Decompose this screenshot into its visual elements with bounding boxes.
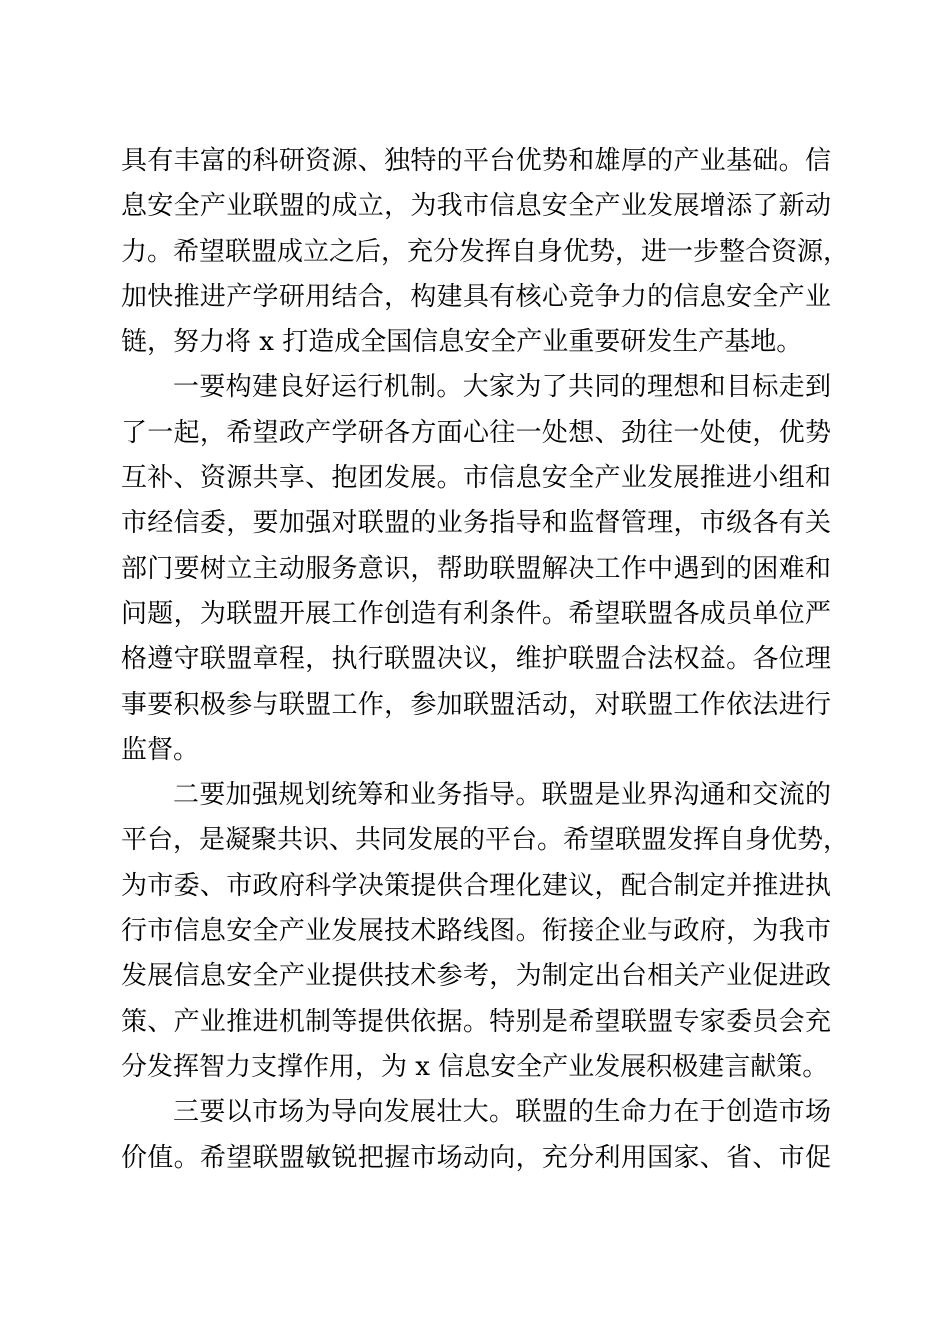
text-line: 策、产业推进机制等提供依据。特别是希望联盟专家委员会充	[121, 1006, 831, 1037]
text-line: 链，努力将 x 打造成全国信息安全产业重要研发生产基地。	[121, 327, 803, 358]
text-line: 力。希望联盟成立之后，充分发挥自身优势，进一步整合资源，	[121, 236, 850, 267]
text-line: 加快推进产学研用结合，构建具有核心竞争力的信息安全产业	[121, 281, 831, 312]
text-line: 发展信息安全产业提供技术参考，为制定出台相关产业促进政	[121, 961, 831, 992]
text-line: 市经信委，要加强对联盟的业务指导和监督管理，市级各有关	[121, 508, 831, 539]
text-line: 行市信息安全产业发展技术路线图。衔接企业与政府，为我市	[121, 916, 831, 947]
text-line: 一要构建良好运行机制。大家为了共同的理想和目标走到	[173, 372, 831, 403]
text-line: 平台，是凝聚共识、共同发展的平台。希望联盟发挥自身优势，	[121, 825, 850, 856]
text-line: 三要以市场为导向发展壮大。联盟的生命力在于创造市场	[173, 1097, 831, 1128]
body-text	[121, 139, 850, 1181]
text-line: 监督。	[121, 734, 200, 765]
text-line: 了一起，希望政产学研各方面心往一处想、劲往一处使，优势	[121, 417, 831, 448]
text-line: 事要积极参与联盟工作，参加联盟活动，对联盟工作依法进行	[121, 689, 831, 720]
text-line: 问题，为联盟开展工作创造有利条件。希望联盟各成员单位严	[121, 598, 831, 629]
text-line: 二要加强规划统筹和业务指导。联盟是业界沟通和交流的	[173, 780, 831, 811]
text-line: 息安全产业联盟的成立，为我市信息安全产业发展增添了新动	[121, 191, 831, 222]
text-line: 价值。希望联盟敏锐把握市场动向，充分利用国家、省、市促	[121, 1142, 831, 1173]
text-line: 部门要树立主动服务意识，帮助联盟解决工作中遇到的困难和	[121, 553, 831, 584]
text-line: 格遵守联盟章程，执行联盟决议，维护联盟合法权益。各位理	[121, 644, 831, 675]
text-line: 分发挥智力支撑作用，为 x 信息安全产业发展积极建言献策。	[121, 1051, 829, 1082]
text-line: 互补、资源共享、抱团发展。市信息安全产业发展推进小组和	[121, 463, 831, 494]
text-line: 具有丰富的科研资源、独特的平台优势和雄厚的产业基础。信	[121, 146, 831, 176]
text-line: 为市委、市政府科学决策提供合理化建议，配合制定并推进执	[121, 870, 831, 901]
